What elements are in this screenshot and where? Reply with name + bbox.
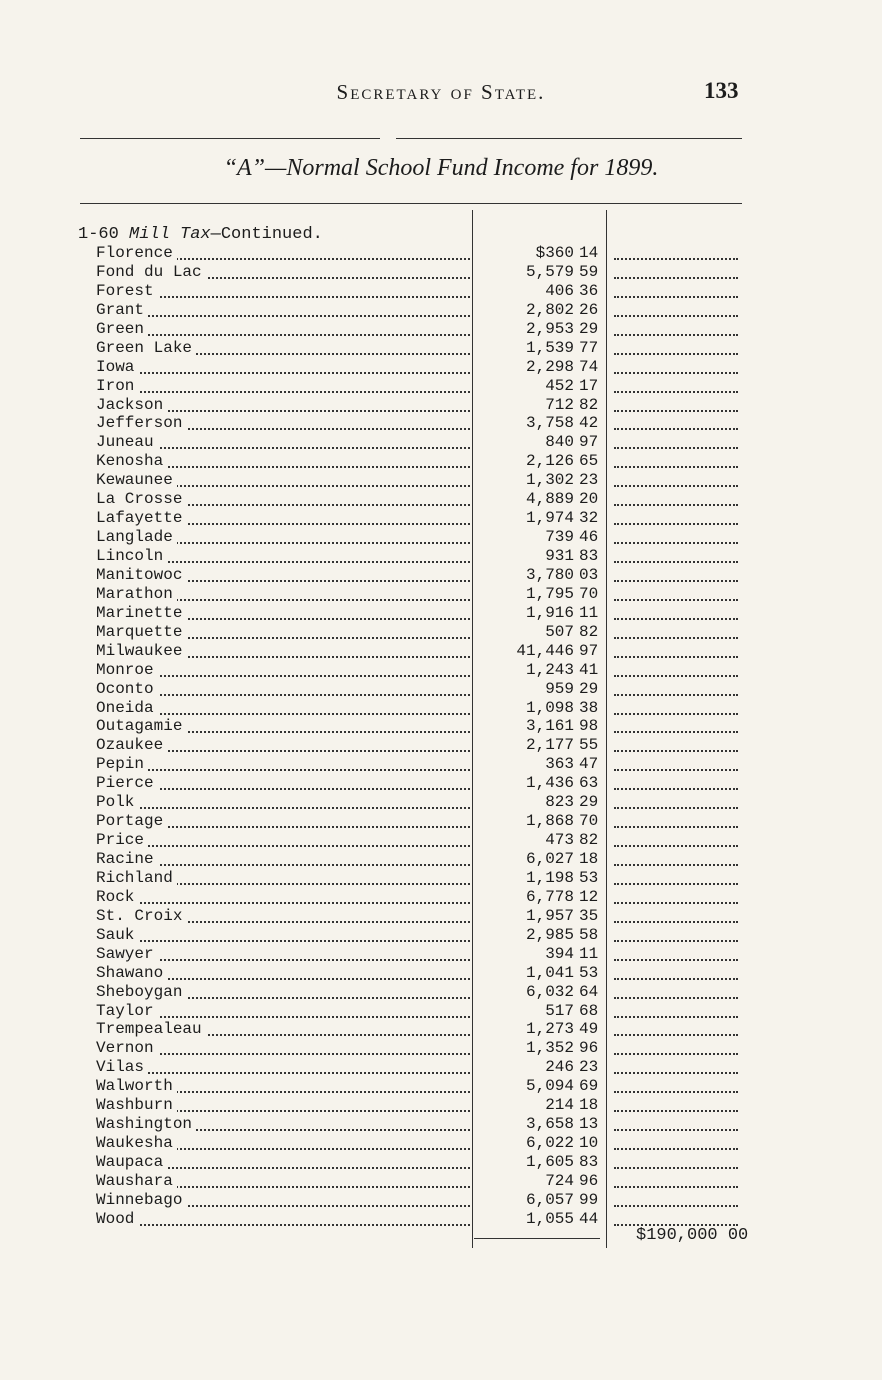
table-row bbox=[0, 471, 882, 490]
table-row bbox=[0, 282, 882, 301]
county-name: Forest bbox=[96, 282, 158, 300]
subheading-suffix: —Continued. bbox=[210, 225, 323, 244]
dot-leader-right bbox=[614, 244, 738, 260]
amount-dollars: 6,022 bbox=[525, 1134, 574, 1153]
dot-leader-right bbox=[614, 983, 738, 999]
table-row bbox=[0, 699, 882, 718]
amount-cents: 97 bbox=[579, 641, 599, 660]
dot-leader-right bbox=[614, 263, 738, 279]
table-row bbox=[0, 433, 882, 452]
dot-leader-right bbox=[614, 566, 738, 582]
amount-dollars: 712 bbox=[545, 395, 574, 414]
dot-leader-right bbox=[614, 888, 738, 904]
amount-dollars: 363 bbox=[545, 755, 574, 774]
amount-cents: 13 bbox=[579, 1115, 599, 1134]
amount-dollars: 2,802 bbox=[525, 300, 574, 319]
page-number: 133 bbox=[704, 78, 739, 103]
county-table bbox=[0, 244, 882, 1229]
amount-cents: 03 bbox=[579, 565, 599, 584]
county-name: Wood bbox=[96, 1210, 138, 1228]
table-row bbox=[0, 244, 882, 263]
county-name: Washington bbox=[96, 1115, 196, 1133]
amount-dollars: 1,243 bbox=[525, 660, 574, 679]
table-row bbox=[0, 812, 882, 831]
dot-leader-right bbox=[614, 623, 738, 639]
dot-leader-right bbox=[614, 1134, 738, 1150]
amount-cents: 49 bbox=[579, 1020, 599, 1039]
dot-leader-right bbox=[614, 1077, 738, 1093]
dot-leader-right bbox=[614, 755, 738, 771]
county-name: Sawyer bbox=[96, 945, 158, 963]
dot-leader bbox=[96, 1058, 470, 1074]
county-name: Marquette bbox=[96, 623, 186, 641]
amount-cents: 18 bbox=[579, 1096, 599, 1115]
amount-dollars: 2,953 bbox=[525, 319, 574, 338]
county-name: Polk bbox=[96, 793, 138, 811]
county-name: Vilas bbox=[96, 1058, 148, 1076]
dot-leader-right bbox=[614, 433, 738, 449]
amount-dollars: 6,778 bbox=[525, 887, 574, 906]
amount-cents: 58 bbox=[579, 925, 599, 944]
county-name: Price bbox=[96, 831, 148, 849]
dot-leader-right bbox=[614, 339, 738, 355]
dot-leader-right bbox=[614, 1191, 738, 1207]
county-name: Outagamie bbox=[96, 717, 186, 735]
county-name: Rock bbox=[96, 888, 138, 906]
table-row bbox=[0, 623, 882, 642]
dot-leader bbox=[96, 358, 470, 374]
amount-dollars: 507 bbox=[545, 622, 574, 641]
county-name: Green bbox=[96, 320, 148, 338]
amount-dollars: 1,055 bbox=[525, 1209, 574, 1228]
dot-leader-right bbox=[614, 452, 738, 468]
dot-leader-right bbox=[614, 547, 738, 563]
amount-cents: 59 bbox=[579, 262, 599, 281]
table-row bbox=[0, 793, 882, 812]
dot-leader-right bbox=[614, 736, 738, 752]
dot-leader-right bbox=[614, 414, 738, 430]
table-row bbox=[0, 1134, 882, 1153]
county-name: Iowa bbox=[96, 358, 138, 376]
amount-cents: 11 bbox=[579, 944, 599, 963]
county-name: Lafayette bbox=[96, 509, 186, 527]
table-row bbox=[0, 1172, 882, 1191]
dot-leader bbox=[96, 888, 470, 904]
dot-leader-right bbox=[614, 717, 738, 733]
amount-dollars: 2,298 bbox=[525, 357, 574, 376]
table-row bbox=[0, 604, 882, 623]
amount-cents: 97 bbox=[579, 433, 599, 452]
county-name: Ozaukee bbox=[96, 736, 167, 754]
amount-cents: 36 bbox=[579, 281, 599, 300]
table-row bbox=[0, 1039, 882, 1058]
table-row bbox=[0, 1002, 882, 1021]
table-row bbox=[0, 1077, 882, 1096]
dot-leader-right bbox=[614, 793, 738, 809]
amount-cents: 83 bbox=[579, 547, 599, 565]
amount-cents: 42 bbox=[579, 414, 599, 433]
amount-cents: 20 bbox=[579, 490, 599, 509]
county-name: Walworth bbox=[96, 1077, 177, 1095]
amount-dollars: 1,539 bbox=[525, 338, 574, 357]
amount-dollars: 1,302 bbox=[525, 471, 574, 490]
county-name: Racine bbox=[96, 850, 158, 868]
county-name: Oneida bbox=[96, 699, 158, 717]
county-name: Oconto bbox=[96, 680, 158, 698]
table-row bbox=[0, 414, 882, 433]
county-name: Winnebago bbox=[96, 1191, 186, 1209]
dot-leader-right bbox=[614, 282, 738, 298]
table-row bbox=[0, 301, 882, 320]
amount-dollars: 1,041 bbox=[525, 963, 574, 982]
table-row bbox=[0, 263, 882, 282]
amount-dollars: 739 bbox=[545, 528, 574, 547]
amount-cents: 53 bbox=[579, 963, 599, 982]
dot-leader-right bbox=[614, 471, 738, 487]
amount-dollars: 5,094 bbox=[525, 1077, 574, 1096]
county-name: Jackson bbox=[96, 396, 167, 414]
grand-total: $190,000 00 bbox=[636, 1226, 749, 1245]
table-row bbox=[0, 755, 882, 774]
table-row bbox=[0, 339, 882, 358]
table-row bbox=[0, 888, 882, 907]
dot-leader-right bbox=[614, 831, 738, 847]
amount-cents: 77 bbox=[579, 338, 599, 357]
dot-leader-right bbox=[614, 1172, 738, 1188]
county-name: Portage bbox=[96, 812, 167, 830]
amount-cents: 18 bbox=[579, 850, 599, 868]
dot-leader bbox=[96, 755, 470, 771]
amount-cents: 35 bbox=[579, 906, 599, 925]
table-row bbox=[0, 945, 882, 964]
amount-cents: 23 bbox=[579, 471, 599, 490]
county-name: Marathon bbox=[96, 585, 177, 603]
county-name: Vernon bbox=[96, 1039, 158, 1057]
county-name: Marinette bbox=[96, 604, 186, 622]
amount-cents: 29 bbox=[579, 679, 599, 698]
top-rule-left bbox=[80, 138, 380, 139]
amount-dollars: 1,352 bbox=[525, 1039, 574, 1058]
dot-leader-right bbox=[614, 1153, 738, 1169]
dot-leader-right bbox=[614, 661, 738, 677]
dot-leader-right bbox=[614, 869, 738, 885]
dot-leader-right bbox=[614, 1096, 738, 1112]
table-row bbox=[0, 680, 882, 699]
amount-cents: 70 bbox=[579, 812, 599, 831]
amount-cents: 82 bbox=[579, 622, 599, 641]
county-name: Shawano bbox=[96, 964, 167, 982]
amount-dollars: 473 bbox=[545, 831, 574, 850]
dot-leader-right bbox=[614, 926, 738, 942]
amount-dollars: 1,273 bbox=[525, 1020, 574, 1039]
amount-cents: 14 bbox=[579, 244, 599, 262]
table-row bbox=[0, 1020, 882, 1039]
table-row bbox=[0, 547, 882, 566]
amount-cents: 11 bbox=[579, 603, 599, 622]
subheading-prefix: 1-60 bbox=[78, 225, 119, 244]
county-name: Juneau bbox=[96, 433, 158, 451]
dot-leader-right bbox=[614, 320, 738, 336]
amount-cents: 64 bbox=[579, 982, 599, 1001]
amount-dollars: 1,436 bbox=[525, 774, 574, 793]
running-title: Secretary of State. bbox=[336, 80, 546, 104]
county-name: Fond du Lac bbox=[96, 263, 206, 281]
table-row bbox=[0, 396, 882, 415]
table-row bbox=[0, 774, 882, 793]
title-rule bbox=[80, 203, 742, 204]
dot-leader bbox=[96, 831, 470, 847]
amount-dollars: 724 bbox=[545, 1171, 574, 1190]
amount-dollars: 41,446 bbox=[516, 641, 574, 660]
table-row bbox=[0, 358, 882, 377]
dot-leader-right bbox=[614, 377, 738, 393]
amount-dollars: 4,889 bbox=[525, 490, 574, 509]
amount-cents: 65 bbox=[579, 452, 599, 471]
amount-cents: 41 bbox=[579, 660, 599, 679]
dot-leader-right bbox=[614, 850, 738, 866]
amount-cents: 47 bbox=[579, 755, 599, 774]
amount-dollars: $360 bbox=[535, 244, 574, 262]
amount-cents: 46 bbox=[579, 528, 599, 547]
county-name: Waushara bbox=[96, 1172, 177, 1190]
amount-dollars: 3,658 bbox=[525, 1115, 574, 1134]
county-name: Grant bbox=[96, 301, 148, 319]
amount-dollars: 3,780 bbox=[525, 565, 574, 584]
dot-leader-right bbox=[614, 509, 738, 525]
amount-cents: 82 bbox=[579, 831, 599, 850]
dot-leader-right bbox=[614, 396, 738, 412]
county-name: Florence bbox=[96, 244, 177, 262]
amount-cents: 63 bbox=[579, 774, 599, 793]
county-name: Waukesha bbox=[96, 1134, 177, 1152]
amount-dollars: 1,198 bbox=[525, 868, 574, 887]
dot-leader-right bbox=[614, 1210, 738, 1226]
amount-dollars: 2,126 bbox=[525, 452, 574, 471]
dot-leader-right bbox=[614, 490, 738, 506]
amount-dollars: 3,161 bbox=[525, 717, 574, 736]
amount-dollars: 6,057 bbox=[525, 1190, 574, 1209]
dot-leader bbox=[96, 377, 470, 393]
county-name: Richland bbox=[96, 869, 177, 887]
amount-cents: 38 bbox=[579, 698, 599, 717]
dot-leader-right bbox=[614, 301, 738, 317]
table-row bbox=[0, 736, 882, 755]
table-row bbox=[0, 566, 882, 585]
amount-dollars: 1,974 bbox=[525, 509, 574, 528]
dot-leader-right bbox=[614, 907, 738, 923]
amount-cents: 74 bbox=[579, 357, 599, 376]
table-row bbox=[0, 1191, 882, 1210]
county-name: Kewaunee bbox=[96, 471, 177, 489]
county-name: Pepin bbox=[96, 755, 148, 773]
dot-leader-right bbox=[614, 1039, 738, 1055]
subheading bbox=[78, 225, 323, 244]
amount-dollars: 1,957 bbox=[525, 906, 574, 925]
dot-leader-right bbox=[614, 680, 738, 696]
section-title: “A”—Normal School Fund Income for 1899. bbox=[223, 155, 659, 181]
amount-dollars: 394 bbox=[545, 944, 574, 963]
amount-dollars: 406 bbox=[545, 281, 574, 300]
dot-leader bbox=[96, 301, 470, 317]
dot-leader bbox=[96, 320, 470, 336]
amount-cents: 96 bbox=[579, 1171, 599, 1190]
amount-cents: 98 bbox=[579, 717, 599, 736]
amount-cents: 82 bbox=[579, 395, 599, 414]
amount-cents: 55 bbox=[579, 736, 599, 755]
county-name: Iron bbox=[96, 377, 138, 395]
county-name: Kenosha bbox=[96, 452, 167, 470]
county-name: Milwaukee bbox=[96, 642, 186, 660]
table-row bbox=[0, 585, 882, 604]
amount-cents: 96 bbox=[579, 1039, 599, 1058]
amount-dollars: 959 bbox=[545, 679, 574, 698]
dot-leader-right bbox=[614, 945, 738, 961]
table-row bbox=[0, 661, 882, 680]
amount-dollars: 3,758 bbox=[525, 414, 574, 433]
table-row bbox=[0, 1115, 882, 1134]
county-name: Waupaca bbox=[96, 1153, 167, 1171]
county-name: Langlade bbox=[96, 528, 177, 546]
amount-dollars: 6,027 bbox=[525, 850, 574, 868]
table-row bbox=[0, 509, 882, 528]
county-name: Jefferson bbox=[96, 414, 186, 432]
dot-leader-right bbox=[614, 1020, 738, 1036]
amount-cents: 29 bbox=[579, 319, 599, 338]
county-name: Taylor bbox=[96, 1002, 158, 1020]
subheading-italic: Mill Tax bbox=[129, 225, 211, 244]
amount-cents: 69 bbox=[579, 1077, 599, 1096]
county-name: La Crosse bbox=[96, 490, 186, 508]
amount-dollars: 1,868 bbox=[525, 812, 574, 831]
county-name: Manitowoc bbox=[96, 566, 186, 584]
table-row bbox=[0, 1096, 882, 1115]
amount-cents: 32 bbox=[579, 509, 599, 528]
county-name: St. Croix bbox=[96, 907, 186, 925]
dot-leader-right bbox=[614, 812, 738, 828]
top-rule-right bbox=[396, 138, 742, 139]
amount-dollars: 6,032 bbox=[525, 982, 574, 1001]
amount-cents: 53 bbox=[579, 868, 599, 887]
dot-leader-right bbox=[614, 699, 738, 715]
amount-cents: 29 bbox=[579, 793, 599, 812]
amount-dollars: 823 bbox=[545, 793, 574, 812]
dot-leader-right bbox=[614, 964, 738, 980]
dot-leader-right bbox=[614, 1058, 738, 1074]
amount-cents: 68 bbox=[579, 1001, 599, 1020]
table-row bbox=[0, 490, 882, 509]
dot-leader-right bbox=[614, 585, 738, 601]
table-row bbox=[0, 1153, 882, 1172]
amount-cents: 26 bbox=[579, 300, 599, 319]
table-row bbox=[0, 528, 882, 547]
amount-dollars: 1,795 bbox=[525, 584, 574, 603]
table-row bbox=[0, 1210, 882, 1229]
dot-leader-right bbox=[614, 774, 738, 790]
county-name: Sauk bbox=[96, 926, 138, 944]
amount-dollars: 1,605 bbox=[525, 1153, 574, 1171]
dot-leader bbox=[96, 926, 470, 942]
table-row bbox=[0, 926, 882, 945]
amount-dollars: 5,579 bbox=[525, 262, 574, 281]
amount-dollars: 1,098 bbox=[525, 698, 574, 717]
amount-cents: 83 bbox=[579, 1153, 599, 1171]
dot-leader-right bbox=[614, 1002, 738, 1018]
amount-cents: 23 bbox=[579, 1058, 599, 1077]
table-row bbox=[0, 377, 882, 396]
dot-leader-right bbox=[614, 358, 738, 374]
dot-leader-right bbox=[614, 642, 738, 658]
amount-dollars: 246 bbox=[545, 1058, 574, 1077]
amount-cents: 44 bbox=[579, 1209, 599, 1228]
amount-cents: 12 bbox=[579, 887, 599, 906]
county-name: Sheboygan bbox=[96, 983, 186, 1001]
amount-cents: 17 bbox=[579, 376, 599, 395]
table-row bbox=[0, 907, 882, 926]
dot-leader-right bbox=[614, 604, 738, 620]
dot-leader bbox=[96, 1210, 470, 1226]
county-name: Monroe bbox=[96, 661, 158, 679]
table-row bbox=[0, 1058, 882, 1077]
table-row bbox=[0, 642, 882, 661]
dot-leader-right bbox=[614, 1115, 738, 1131]
dot-leader-right bbox=[614, 528, 738, 544]
amount-dollars: 840 bbox=[545, 433, 574, 452]
amount-cents: 10 bbox=[579, 1134, 599, 1153]
total-rule bbox=[474, 1238, 600, 1239]
table-row bbox=[0, 869, 882, 888]
county-name: Trempealeau bbox=[96, 1020, 206, 1038]
amount-cents: 99 bbox=[579, 1190, 599, 1209]
table-row bbox=[0, 983, 882, 1002]
table-row bbox=[0, 964, 882, 983]
dot-leader bbox=[96, 793, 470, 809]
table-row bbox=[0, 452, 882, 471]
amount-dollars: 1,916 bbox=[525, 603, 574, 622]
amount-dollars: 931 bbox=[545, 547, 574, 565]
amount-dollars: 214 bbox=[545, 1096, 574, 1115]
table-row bbox=[0, 831, 882, 850]
table-row bbox=[0, 717, 882, 736]
county-name: Washburn bbox=[96, 1096, 177, 1114]
county-name: Pierce bbox=[96, 774, 158, 792]
county-name: Lincoln bbox=[96, 547, 167, 565]
table-row bbox=[0, 320, 882, 339]
amount-dollars: 2,985 bbox=[525, 925, 574, 944]
county-name: Green Lake bbox=[96, 339, 196, 357]
amount-dollars: 2,177 bbox=[525, 736, 574, 755]
amount-dollars: 517 bbox=[545, 1001, 574, 1020]
table-row bbox=[0, 850, 882, 869]
amount-dollars: 452 bbox=[545, 376, 574, 395]
amount-cents: 70 bbox=[579, 584, 599, 603]
